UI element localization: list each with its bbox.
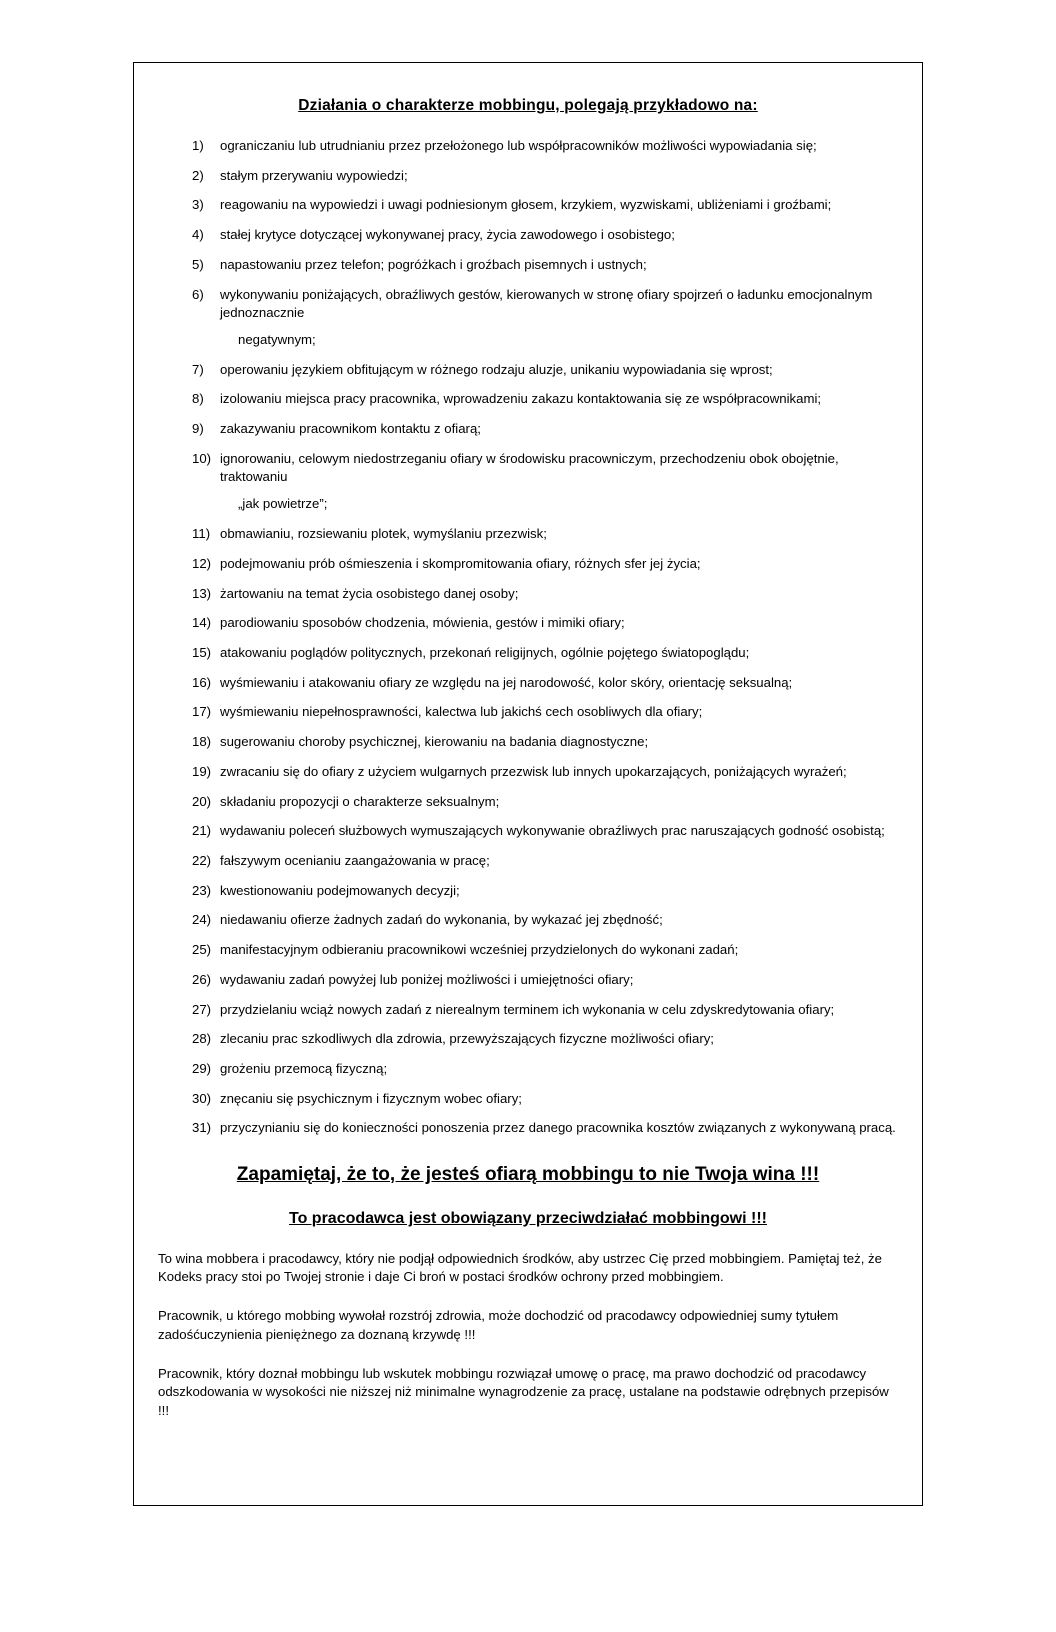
list-item-text: wykonywaniu poniżających, obraźliwych gestów, kierowanych w stronę ofiary spojrzeń o ładunku emocjonalnym jednoznacznie negatywnym; <box>220 286 898 350</box>
list-item <box>158 644 898 662</box>
list-item <box>158 852 898 870</box>
list-item-number: 30) <box>192 1090 212 1106</box>
list-item <box>158 196 898 214</box>
list-item <box>158 1060 898 1078</box>
list-item-text: przydzielaniu wciąż nowych zadań z nierealnym terminem ich wykonania w celu zdyskredytowania ofiary; <box>220 1001 835 1017</box>
list-item-text: podejmowaniu prób ośmieszenia i skompromitowania ofiary, różnych sfer jej życia; <box>220 555 701 571</box>
list-item-text: operowaniu językiem obfitującym w różnego rodzaju aluzje, unikaniu wypowiadania się wprost; <box>220 361 773 377</box>
list-item <box>158 1030 898 1048</box>
page-title: Działania o charakterze mobbingu, polegają przykładowo na: <box>298 97 758 114</box>
banner-not-your-fault: Zapamiętaj, że to, że jesteś ofiarą mobbingu to nie Twoja wina !!! <box>236 1163 820 1185</box>
list-item <box>158 1001 898 1019</box>
list-item-text: niedawaniu ofierze żadnych zadań do wykonania, by wykazać jej zbędność; <box>220 912 663 928</box>
list-item-number: 16) <box>192 674 212 690</box>
list-item-text: parodiowaniu sposobów chodzenia, mówienia, gestów i mimiki ofiary; <box>220 615 625 631</box>
list-item-text: ignorowaniu, celowym niedostrzeganiu ofiary w środowisku pracowniczym, przechodzeniu obok obojętnie, traktowaniu „jak powietrze”; <box>220 450 898 514</box>
list-item <box>158 555 898 573</box>
list-item-number: 2) <box>192 167 204 183</box>
list-item-text: reagowaniu na wypowiedzi i uwagi podniesionym głosem, krzykiem, wyzwiskami, ubliżeniami i groźbami; <box>220 197 832 213</box>
list-item-text: zlecaniu prac szkodliwych dla zdrowia, przewyższających fizyczne możliwości ofiary; <box>220 1031 714 1047</box>
list-item <box>158 361 898 379</box>
list-item-number: 10) <box>192 450 212 466</box>
list-item-number: 23) <box>192 882 212 898</box>
list-item-number: 5) <box>192 256 204 272</box>
list-item <box>158 971 898 989</box>
list-item-text: przyczynianiu się do konieczności ponoszenia przez danego pracownika kosztów związanych z wykonywaną pracą. <box>220 1120 896 1136</box>
list-item <box>158 703 898 721</box>
list-item <box>158 911 898 929</box>
list-item-number: 21) <box>192 823 212 839</box>
list-item <box>158 256 898 274</box>
list-item <box>158 882 898 900</box>
list-item-number: 27) <box>192 1001 212 1017</box>
list-item-number: 11) <box>192 526 211 542</box>
list-item <box>158 137 898 155</box>
list-item-number: 26) <box>192 971 212 987</box>
list-item <box>158 941 898 959</box>
list-item-text: zwracaniu się do ofiary z użyciem wulgarnych przezwisk lub innych upokarzających, poniżających wyrażeń; <box>220 763 847 779</box>
paragraph-1: To wina mobbera i pracodawcy, który nie podjął odpowiednich środków, aby ustrzec Cię przed mobbingiem. Pamiętaj też, że Kodeks pracy stoi po Twojej stronie i daje Ci broń w postaci środków ochrony przed mobbingiem. <box>158 1250 882 1285</box>
list-item <box>158 793 898 811</box>
list-item-text: obmawianiu, rozsiewaniu plotek, wymyślaniu przezwisk; <box>220 526 547 542</box>
paragraph-2: Pracownik, u którego mobbing wywołał rozstrój zdrowia, może dochodzić od pracodawcy odpowiedniej sumy tytułem zadośćuczynienia pieniężnego za doznaną krzywdę !!! <box>158 1308 839 1342</box>
list-item-text: wyśmiewaniu i atakowaniu ofiary ze względu na jej narodowość, kolor skóry, orientację seksualną; <box>220 674 793 690</box>
list-item <box>158 525 898 543</box>
list-item <box>158 450 898 514</box>
list-item-continuation: negatywnym; <box>238 332 316 348</box>
list-item-number: 1) <box>192 138 204 153</box>
banner-employer-obligation: To pracodawca jest obowiązany przeciwdziałać mobbingowi !!! <box>289 1209 767 1227</box>
list-item <box>158 390 898 408</box>
list-item-number: 28) <box>192 1031 212 1047</box>
list-item-number: 17) <box>192 704 212 720</box>
mobbing-behaviour-list <box>158 137 898 1138</box>
list-item-number: 13) <box>192 585 212 601</box>
list-item-text: grożeniu przemocą fizyczną; <box>220 1061 388 1076</box>
list-item-number: 12) <box>192 555 212 571</box>
list-item-number: 8) <box>192 391 204 407</box>
list-item-number: 9) <box>192 421 204 437</box>
list-item-text: sugerowaniu choroby psychicznej, kierowaniu na badania diagnostyczne; <box>220 734 649 750</box>
list-item-number: 15) <box>192 644 212 660</box>
list-item <box>158 674 898 692</box>
list-item-text: stałej krytyce dotyczącej wykonywanej pracy, życia zawodowego i osobistego; <box>220 227 675 243</box>
list-item-text: stałym przerywaniu wypowiedzi; <box>220 167 408 183</box>
list-item <box>158 420 898 438</box>
list-item-number: 18) <box>192 734 212 750</box>
list-item-text: wydawaniu poleceń służbowych wymuszających wykonywanie obraźliwych prac naruszających godność osobistą; <box>220 823 885 839</box>
list-item-text: składaniu propozycji o charakterze seksualnym; <box>220 793 500 809</box>
list-item-number: 4) <box>192 227 204 243</box>
list-item-number: 7) <box>192 361 204 377</box>
list-item <box>158 733 898 751</box>
list-item-number: 22) <box>192 852 212 868</box>
list-item-text: kwestionowaniu podejmowanych decyzji; <box>220 882 460 898</box>
list-item-continuation: „jak powietrze”; <box>238 496 328 512</box>
list-item <box>158 763 898 781</box>
list-item-number: 24) <box>192 912 212 928</box>
list-item-text: atakowaniu poglądów politycznych, przekonań religijnych, ogólnie pojętego światopoglądu; <box>220 644 750 660</box>
list-item-text: napastowaniu przez telefon; pogróżkach i groźbach pisemnych i ustnych; <box>220 256 647 272</box>
list-item <box>158 585 898 603</box>
list-item-text: żartowaniu na temat życia osobistego danej osoby; <box>220 585 519 601</box>
list-item-number: 20) <box>192 793 212 809</box>
list-item-text: izolowaniu miejsca pracy pracownika, wprowadzeniu zakazu kontaktowania się ze współpracownikami; <box>220 391 822 407</box>
list-item-text: fałszywym ocenianiu zaangażowania w pracę; <box>220 852 490 868</box>
list-item-text: zakazywaniu pracownikom kontaktu z ofiarą; <box>220 421 481 437</box>
list-item <box>158 614 898 632</box>
list-item-text: wyśmiewaniu niepełnosprawności, kalectwa lub jakichś cech osobliwych dla ofiary; <box>220 704 703 720</box>
list-item <box>158 1119 898 1137</box>
list-item-number: 14) <box>192 615 212 631</box>
list-item-number: 25) <box>192 942 212 958</box>
list-item-number: 29) <box>192 1061 212 1076</box>
list-item <box>158 226 898 244</box>
list-item <box>158 1090 898 1108</box>
paragraph-3: Pracownik, który doznał mobbingu lub wskutek mobbingu rozwiązał umowę o pracę, ma prawo dochodzić od pracodawcy odszkodowania w wysokości nie niższej niż minimalne wynagrodzenie za pracę, ustalane na podstawie odrębnych przepisów !!! <box>158 1365 889 1419</box>
list-item-number: 31) <box>192 1120 212 1136</box>
list-item-text: ograniczaniu lub utrudnianiu przez przełożonego lub współpracowników możliwości wypowiadania się; <box>220 138 817 153</box>
list-item <box>158 167 898 185</box>
list-item <box>158 822 898 840</box>
document-page <box>133 62 923 1506</box>
list-item-text: manifestacyjnym odbieraniu pracownikowi wcześniej przydzielonych do wykonani zadań; <box>220 942 739 958</box>
list-item-number: 6) <box>192 286 204 302</box>
list-item-number: 19) <box>192 763 212 779</box>
list-item-text: znęcaniu się psychicznym i fizycznym wobec ofiary; <box>220 1090 522 1106</box>
list-item <box>158 286 898 350</box>
list-item-number: 3) <box>192 197 204 213</box>
list-item-text: wydawaniu zadań powyżej lub poniżej możliwości i umiejętności ofiary; <box>220 971 634 987</box>
